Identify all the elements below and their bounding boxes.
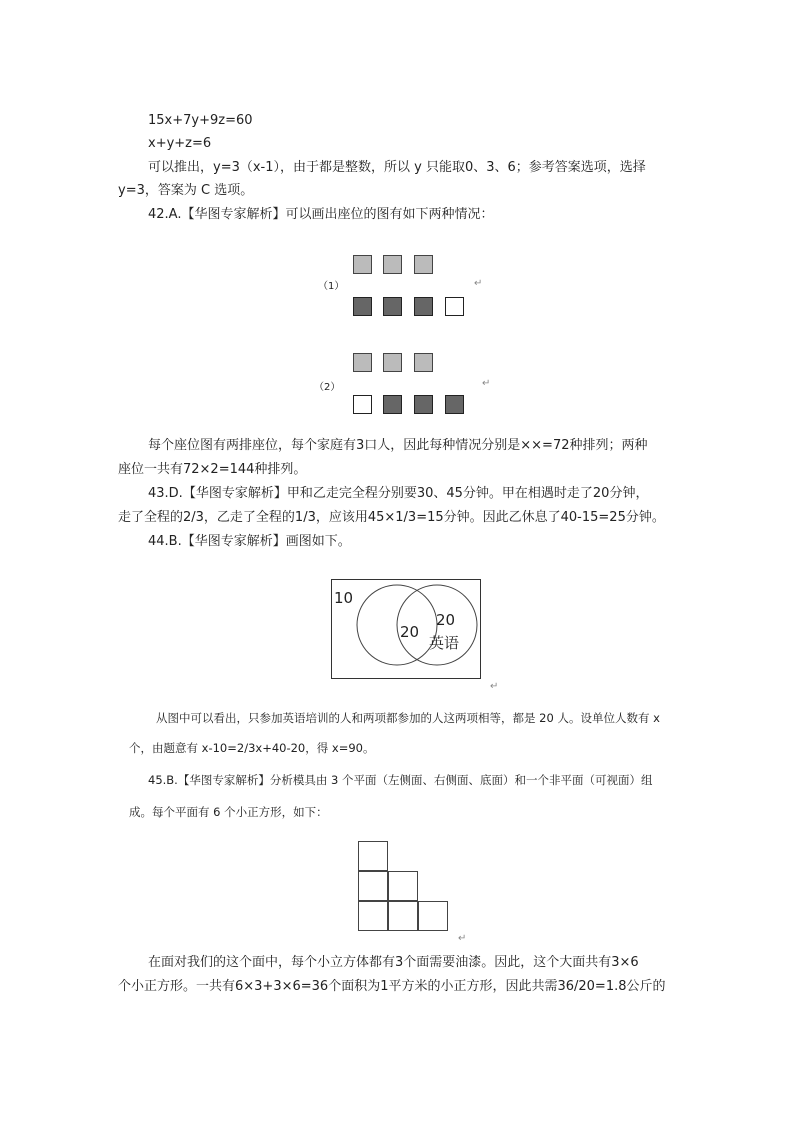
seat-empty (445, 297, 464, 316)
grid-square (358, 841, 388, 871)
paragraph-42-line-1: 每个座位图有两排座位，每个家庭有3口人，因此每种情况分别是××=72种排列；两种 (148, 438, 648, 453)
seat-light (353, 353, 372, 372)
seat-dark (414, 395, 433, 414)
seat-dark (445, 395, 464, 414)
venn-outside-value: 10 (334, 589, 354, 607)
seat-dark (383, 395, 402, 414)
grid-square (388, 871, 418, 901)
seat-light (414, 255, 433, 274)
grid-square (418, 901, 448, 931)
seat-dark (383, 297, 402, 316)
grid-square (358, 871, 388, 901)
paragraph-44-line-1: 从图中可以看出，只参加英语培训的人和两项都参加的人这两项相等，都是 20 人。设单位人数有 x (156, 711, 660, 725)
seat-light (414, 353, 433, 372)
venn-right-label: 英语 (429, 634, 460, 652)
question-43-line-1: 43.D.【华图专家解析】甲和乙走完全程分别要30、45分钟。甲在相遇时走了20分钟， (148, 486, 649, 501)
return-mark: ↵ (474, 278, 483, 289)
equation-1: 15x+7y+9z=60 (148, 113, 253, 128)
equation-2: x+y+z=6 (148, 136, 212, 151)
seat-empty (353, 395, 372, 414)
question-45-line-2: 成。每个平面有 6 个小正方形，如下： (129, 805, 328, 819)
return-mark: ↵ (482, 378, 491, 389)
grid-square (358, 901, 388, 931)
paragraph-45-line-1: 在面对我们的这个面中，每个小立方体都有3个面需要油漆。因此，这个大面共有3×6 (148, 955, 639, 970)
paragraph-45-line-2: 个小正方形。一共有6×3+3×6=36个面积为1平方米的小正方形，因此共需36/20=1.8公斤的 (118, 979, 666, 994)
seat-figure-label-2: （2） (314, 382, 341, 393)
seat-dark (353, 297, 372, 316)
venn-overlap-value: 20 (400, 623, 420, 641)
paragraph-44-line-2: 个，由题意有 x-10=2/3x+40-20，得 x=90。 (129, 741, 375, 755)
paragraph-41-line-1: 可以推出，y=3（x-1），由于都是整数，所以 y 只能取0、3、6；参考答案选项，选择 (148, 160, 646, 175)
venn-right-value: 20 (436, 611, 456, 629)
return-mark: ↵ (458, 933, 467, 944)
question-44-heading: 44.B.【华图专家解析】画图如下。 (148, 534, 351, 549)
seat-light (353, 255, 372, 274)
question-45-line-1: 45.B.【华图专家解析】分析模具由 3 个平面（左侧面、右侧面、底面）和一个非平面（可视面）组 (148, 773, 653, 787)
question-42-heading: 42.A.【华图专家解析】可以画出座位的图有如下两种情况： (148, 207, 494, 222)
seat-dark (414, 297, 433, 316)
paragraph-42-line-2: 座位一共有72×2=144种排列。 (118, 462, 307, 477)
seat-light (383, 353, 402, 372)
paragraph-41-line-2: y=3，答案为 C 选项。 (118, 183, 254, 198)
seat-light (383, 255, 402, 274)
seat-figure-label-1: （1） (318, 281, 345, 292)
question-43-line-2: 走了全程的2/3，乙走了全程的1/3，应该用45×1/3=15分钟。因此乙休息了40-15=25分钟。 (118, 510, 665, 525)
grid-square (388, 901, 418, 931)
return-mark: ↵ (490, 681, 499, 692)
